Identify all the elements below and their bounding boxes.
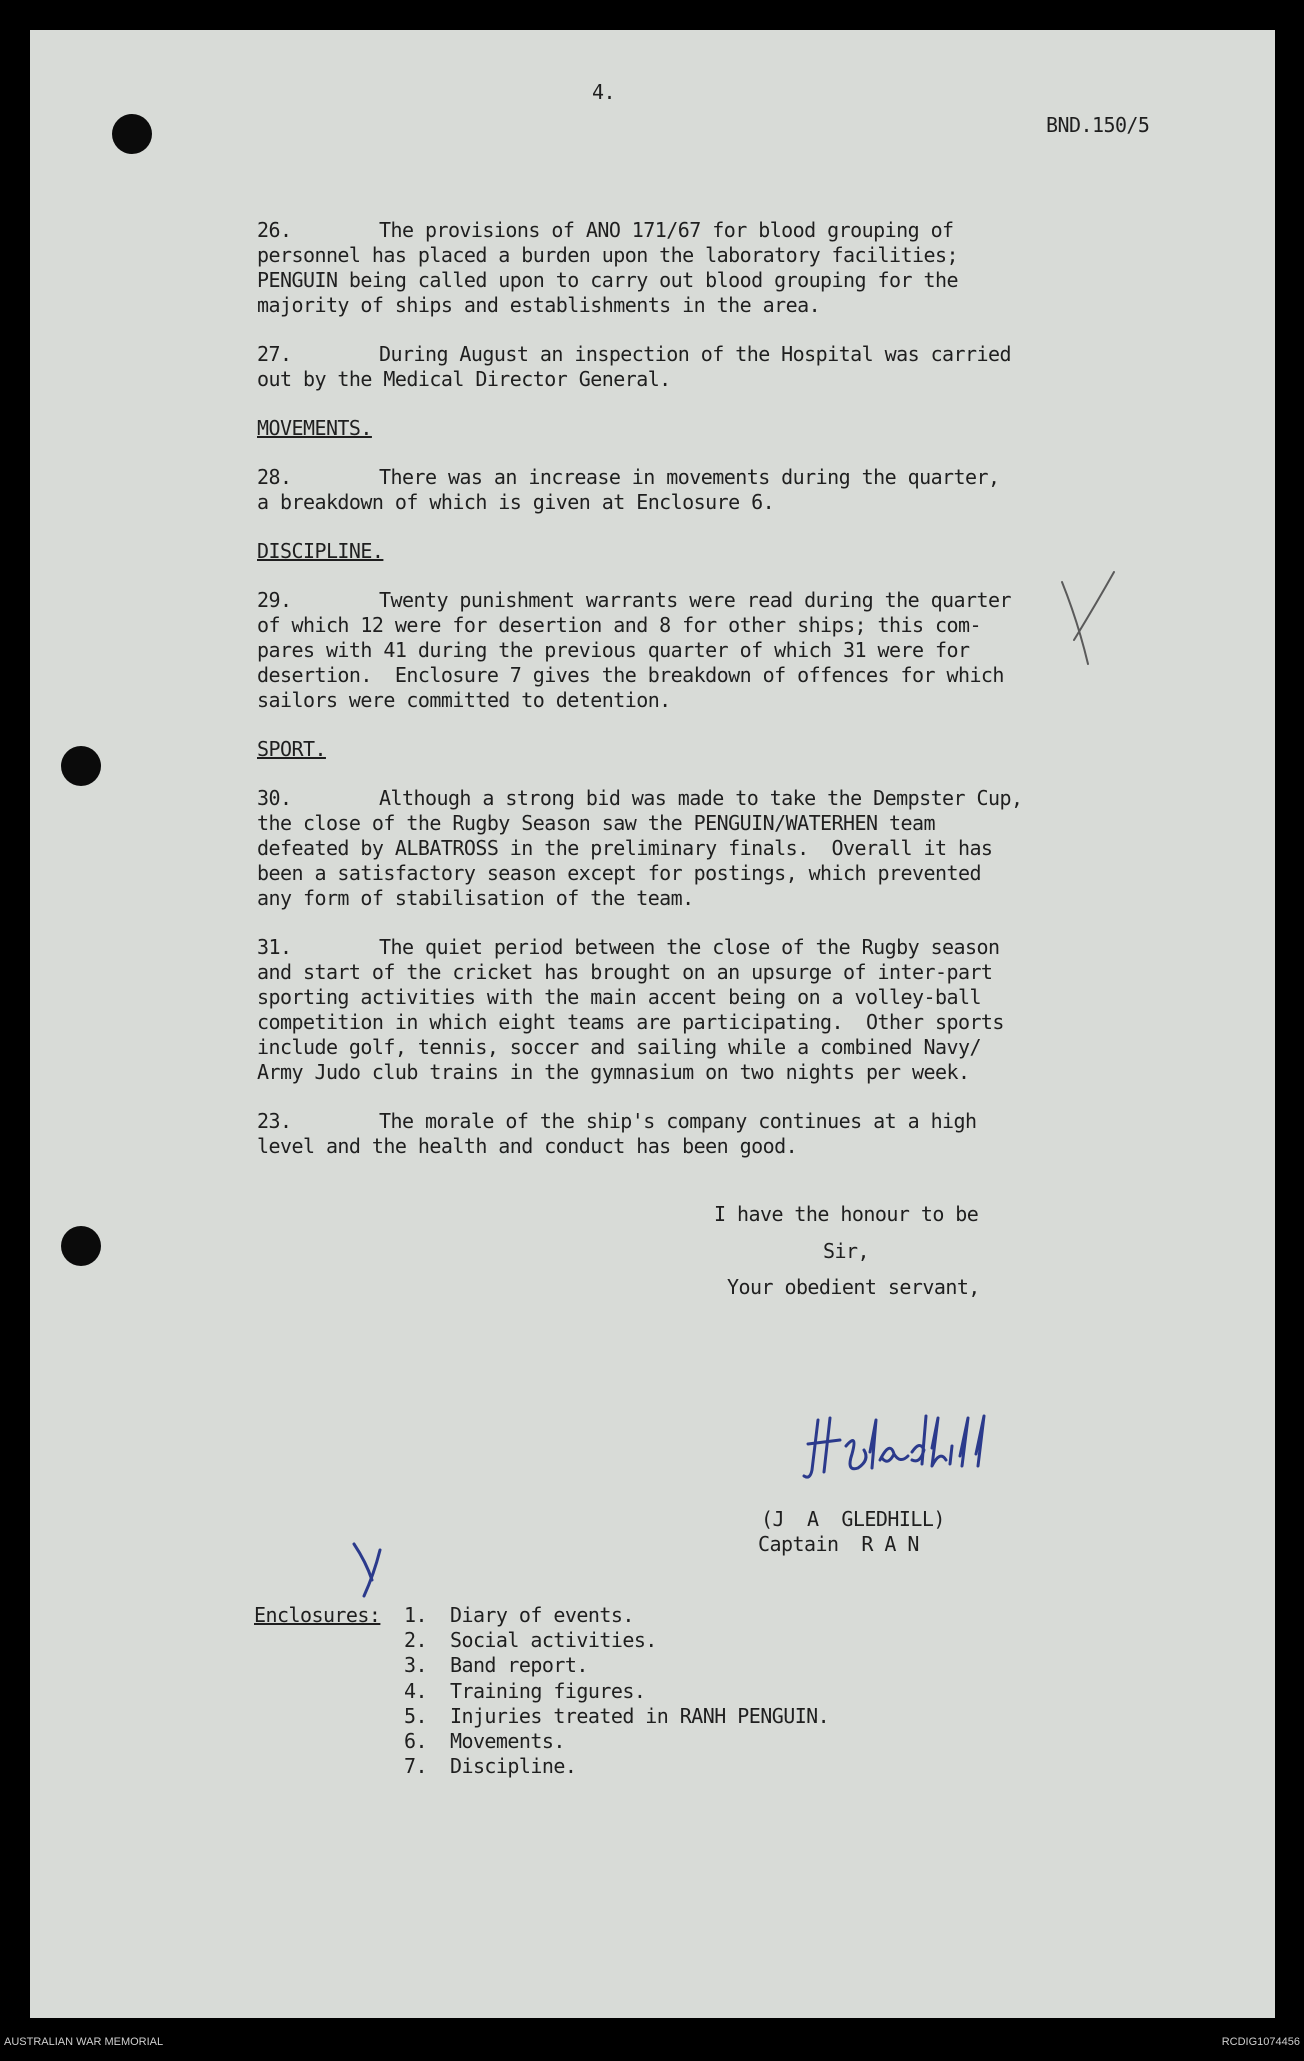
enclosures-label: Enclosures: (254, 1603, 381, 1627)
paragraph-30-line-5: any form of stabilisation of the team. (257, 886, 694, 910)
paragraph-31-line-1: The quiet period between the close of the Rugby season (379, 935, 1000, 959)
paragraph-29-line-2: of which 12 were for desertion and 8 for other ships; this com- (257, 613, 981, 637)
paragraph-27-number: 27. (257, 342, 292, 366)
closing-line-1: I have the honour to be (714, 1202, 979, 1226)
paragraph-28-line-2: a breakdown of which is given at Enclosure 6. (257, 490, 775, 514)
heading-sport: SPORT. (257, 737, 326, 761)
paragraph-30-line-4: been a satisfactory season except for postings, which prevented (257, 861, 981, 885)
paragraph-29-number: 29. (257, 588, 292, 612)
heading-movements: MOVEMENTS. (257, 416, 372, 440)
signatory-name: (J A GLEDHILL) (761, 1507, 945, 1531)
heading-discipline: DISCIPLINE. (257, 539, 384, 563)
handwritten-x-mark-enclosures (350, 1540, 390, 1600)
enclosure-item: 5. Injuries treated in RANH PENGUIN. (404, 1704, 830, 1728)
handwritten-x-mark-margin (1060, 568, 1120, 668)
paragraph-31-number: 31. (257, 935, 292, 959)
paragraph-28-number: 28. (257, 465, 292, 489)
enclosure-item: 7. Discipline. (404, 1754, 577, 1778)
paragraph-31-line-6: Army Judo club trains in the gymnasium on two nights per week. (257, 1060, 970, 1084)
enclosure-item: 3. Band report. (404, 1653, 588, 1677)
paragraph-27-line-2: out by the Medical Director General. (257, 367, 671, 391)
enclosure-item: 1. Diary of events. (404, 1603, 634, 1627)
closing-line-2: Sir, (823, 1239, 869, 1263)
paragraph-31-line-2: and start of the cricket has brought on an upsurge of inter-part (257, 960, 993, 984)
paragraph-31-line-5: include golf, tennis, soccer and sailing while a combined Navy/ (257, 1035, 981, 1059)
punch-hole-top (112, 114, 152, 154)
paragraph-29-line-4: desertion. Enclosure 7 gives the breakdown of offences for which (257, 663, 1004, 687)
paragraph-31-line-4: competition in which eight teams are participating. Other sports (257, 1010, 1004, 1034)
page-number: 4. (592, 80, 615, 104)
enclosure-item: 6. Movements. (404, 1729, 565, 1753)
footer-institution: AUSTRALIAN WAR MEMORIAL (4, 2036, 164, 2048)
document-page (30, 30, 1275, 2018)
paragraph-30-line-3: defeated by ALBATROSS in the preliminary finals. Overall it has (257, 836, 993, 860)
paragraph-27-line-1: During August an inspection of the Hospital was carried (379, 342, 1012, 366)
paragraph-28-line-1: There was an increase in movements during the quarter, (379, 465, 1000, 489)
closing-line-3: Your obedient servant, (727, 1275, 980, 1299)
paragraph-31-line-3: sporting activities with the main accent being on a volley-ball (257, 985, 981, 1009)
paragraph-29-line-1: Twenty punishment warrants were read during the quarter (379, 588, 1012, 612)
punch-hole-lower (61, 1226, 101, 1266)
archive-footer (0, 2018, 1304, 2061)
paragraph-26-line-2: personnel has placed a burden upon the laboratory facilities; (257, 243, 958, 267)
paragraph-29-line-5: sailors were committed to detention. (257, 688, 671, 712)
enclosure-item: 2. Social activities. (404, 1628, 657, 1652)
footer-record-id: RCDIG1074456 (1221, 2036, 1300, 2048)
paragraph-29-line-3: pares with 41 during the previous quarter of which 31 were for (257, 638, 970, 662)
paragraph-26-line-4: majority of ships and establishments in the area. (257, 293, 821, 317)
paragraph-23-line-1: The morale of the ship's company continues at a high (379, 1109, 977, 1133)
file-reference: BND.150/5 (1046, 113, 1150, 137)
enclosure-item: 4. Training figures. (404, 1679, 646, 1703)
paragraph-30-line-2: the close of the Rugby Season saw the PENGUIN/WATERHEN team (257, 811, 935, 835)
paragraph-26-line-1: The provisions of ANO 171/67 for blood grouping of (379, 218, 954, 242)
paragraph-30-number: 30. (257, 786, 292, 810)
signatory-rank: Captain R A N (758, 1532, 919, 1556)
paragraph-30-line-1: Although a strong bid was made to take the Dempster Cup, (379, 786, 1023, 810)
handwritten-signature (800, 1410, 1000, 1490)
paragraph-23-number: 23. (257, 1109, 292, 1133)
paragraph-23-line-2: level and the health and conduct has been good. (257, 1134, 798, 1158)
punch-hole-middle (61, 746, 101, 786)
paragraph-26-line-3: PENGUIN being called upon to carry out blood grouping for the (257, 268, 958, 292)
paragraph-26-number: 26. (257, 218, 292, 242)
